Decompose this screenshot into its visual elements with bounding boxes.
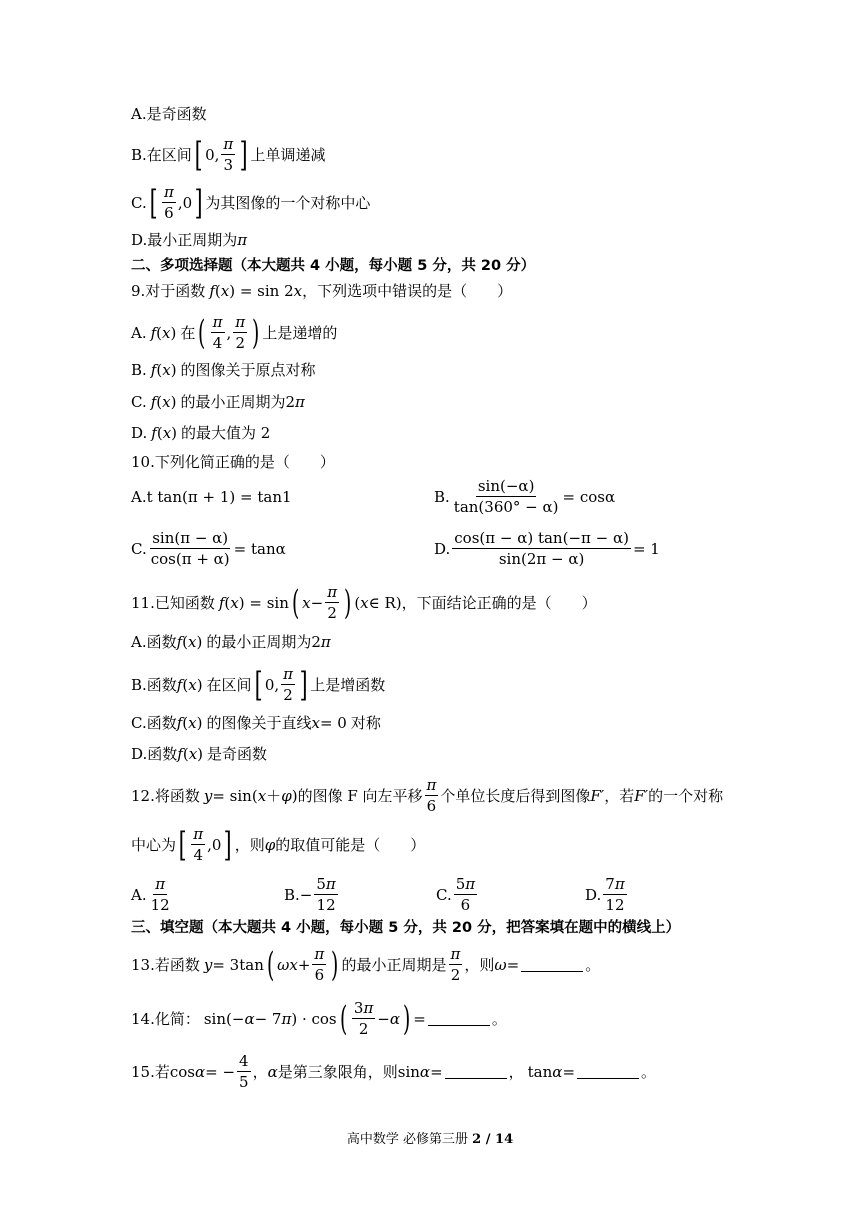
q9-stem-post: ，下列选项中错误的是（ ） bbox=[302, 282, 513, 300]
q11-a-post: 的最小正周期为 bbox=[206, 633, 312, 651]
q12-option-d: D. $\frac{7\pi}{12}$ bbox=[585, 875, 625, 914]
q11-stem-pre: 11.已知函数 bbox=[131, 593, 215, 612]
q10-b-pre: B. bbox=[434, 487, 450, 506]
q10-d-numerator: cos(π − α) tan(−π − α) bbox=[454, 529, 629, 547]
q10-d-post: = 1 bbox=[632, 539, 660, 558]
section-3-heading bbox=[131, 918, 680, 938]
q12-stem-8: 的取值可能是（ ） bbox=[275, 835, 426, 854]
q12-stem-5: 的一个对称 bbox=[648, 786, 724, 805]
q15-pre: 15.若 bbox=[131, 1062, 170, 1081]
q8-b-post: 上单调递减 bbox=[250, 145, 326, 164]
q15-tan-blank bbox=[577, 1064, 639, 1079]
q10-d-pre: D. bbox=[434, 539, 451, 558]
page-footer bbox=[0, 1128, 860, 1147]
q11-d-post: 是奇函数 bbox=[207, 745, 268, 763]
q8-option-b: B.在区间 [ 0, $\frac{\pi}{3}$ ] 上单调递减 bbox=[131, 134, 326, 175]
q15-post: 。 bbox=[641, 1062, 657, 1081]
q12-stem-1: 12.将函数 bbox=[131, 786, 200, 805]
q11-b-mid: 在区间 bbox=[206, 675, 252, 694]
footer-text: 高中数学 必修第三册 bbox=[346, 1132, 469, 1147]
q9-d-text: 的最大值为 2 bbox=[181, 424, 271, 442]
q8-option-c: C. [ $\frac{\pi}{6}$ ,0 ] 为其图像的一个对称中心 bbox=[131, 182, 371, 223]
q10-option-c bbox=[131, 528, 286, 569]
q11-stem-post: ，下面结论正确的是（ ） bbox=[401, 593, 597, 612]
q12-option-b: B. − $\frac{5\pi}{12}$ bbox=[284, 875, 336, 914]
q14-pre: 14.化简： bbox=[131, 1009, 200, 1028]
q8-option-d: D.最小正周期为 π bbox=[131, 231, 248, 249]
q11-d-pre: D.函数 bbox=[131, 745, 178, 763]
q12-d-label: D. bbox=[585, 885, 602, 904]
q11-a-pre: A.函数 bbox=[131, 633, 177, 651]
q13-answer-blank bbox=[521, 957, 583, 972]
q10-stem-text: 10.下列化简正确的是（ ） bbox=[131, 453, 335, 471]
q9-a-pre: A. bbox=[131, 323, 147, 342]
q8-a-text: A.是奇函数 bbox=[131, 105, 207, 123]
q15-mid: ， bbox=[252, 1062, 268, 1081]
q12-stem-4: ，若 bbox=[604, 786, 635, 805]
q12-stem-7: ，则 bbox=[234, 835, 265, 854]
q10-a-text: A.t tan(π + 1) = tan1 bbox=[131, 488, 292, 506]
q11-c-end: 对称 bbox=[350, 714, 381, 732]
q8-option-a bbox=[131, 104, 207, 124]
q11-option-c: C.函数 f ( x ) 的图像关于直线 x = 0 对称 bbox=[131, 714, 381, 732]
q8-b-pre: B.在区间 bbox=[131, 145, 192, 164]
q10-c-post: = tanα bbox=[233, 539, 286, 558]
q13-mid2: ，则 bbox=[464, 955, 495, 974]
q10-b-denominator: tan(360° − α) bbox=[453, 498, 559, 516]
q11-option-a: A.函数 f ( x ) 的最小正周期为 2 π bbox=[131, 633, 331, 651]
section-3-text: 三、填空题（本大题共 4 小题，每小题 5 分，共 20 分，把答案填在题中的横线上） bbox=[131, 920, 681, 936]
q11-option-b: B.函数 f ( x ) 在区间 [ 0, $\frac{\pi}{2}$ ] 上是增函数 bbox=[131, 664, 386, 705]
q8-c-pre: C. bbox=[131, 193, 147, 212]
q8-d-text: D.最小正周期为 bbox=[131, 231, 238, 249]
q10-c-denominator: cos(π + α) bbox=[150, 550, 230, 568]
q9-stem-pre: 9.对于函数 bbox=[131, 282, 206, 300]
q15-mid3: ， bbox=[508, 1062, 524, 1081]
section-2-text: 二、多项选择题（本大题共 4 小题，每小题 5 分，共 20 分） bbox=[131, 258, 536, 274]
q9-b-text: 的图像关于原点对称 bbox=[180, 361, 316, 379]
q9-option-c: C. f ( x ) 的最小正周期为 2 π bbox=[131, 393, 305, 411]
q14-post: 。 bbox=[491, 1009, 507, 1028]
q10-stem bbox=[131, 452, 335, 472]
page-number: 2 / 14 bbox=[472, 1132, 514, 1147]
q11-b-pre: B.函数 bbox=[131, 675, 177, 694]
q9-option-b: B. f ( x ) 的图像关于原点对称 bbox=[131, 361, 316, 379]
q10-c-pre: C. bbox=[131, 539, 147, 558]
q15-stem: 15.若 cos α = − $\frac{4}{5}$ ， α 是第三象限角，则 sin α = ， tan α = 。 bbox=[131, 1052, 657, 1091]
q9-option-a: A. f ( x ) 在 ( $\frac{\pi}{4}$ , $\frac{\pi}{2}$ ) 上是递增的 bbox=[131, 312, 338, 353]
q10-c-numerator: sin(π − α) bbox=[152, 529, 229, 547]
q14-stem: 14.化简： sin(− α − 7 π ) · cos ( $\frac{3\pi}{2}$ − α ) = 。 bbox=[131, 998, 507, 1039]
q9-a-mid: 在 bbox=[180, 323, 196, 342]
q11-c-pre: C.函数 bbox=[131, 714, 177, 732]
q9-c-text: 的最小正周期为 bbox=[180, 393, 286, 411]
q12-stem-line2: 中心为 [ $\frac{\pi}{4}$ ,0 ] ，则 φ 的取值可能是（ ） bbox=[131, 824, 426, 865]
q13-post: 。 bbox=[585, 955, 601, 974]
q12-b-label: B. bbox=[284, 885, 300, 904]
q9-option-d: D. f ( x ) 的最大值为 2 bbox=[131, 424, 271, 442]
q13-pre: 13.若函数 bbox=[131, 955, 200, 974]
q10-b-post: = cosα bbox=[562, 487, 616, 506]
q12-c-label: C. bbox=[436, 885, 452, 904]
q12-stem-2: 的图像 F 向左平移 bbox=[297, 786, 423, 805]
q13-stem: 13.若函数 y = 3tan ( ωx + $\frac{\pi}{6}$ ) 的最小正周期是 $\frac{\pi}{2}$ ，则 ω = 。 bbox=[131, 944, 601, 985]
q12-option-a: A. $\frac{\pi}{12}$ bbox=[131, 875, 170, 914]
q10-d-denominator: sin(2π − α) bbox=[498, 550, 585, 568]
q14-answer-blank bbox=[428, 1011, 490, 1026]
q11-c-post: 的图像关于直线 bbox=[206, 714, 312, 732]
q10-option-d bbox=[434, 528, 660, 569]
q10-b-numerator: sin(−α) bbox=[477, 477, 535, 495]
q11-stem: 11.已知函数 f ( x ) = sin ( x − $\frac{\pi}{2}$ ) ( x ∈ R) ，下面结论正确的是（ ） bbox=[131, 582, 597, 623]
q10-option-b bbox=[434, 476, 615, 517]
section-2-heading bbox=[131, 256, 535, 276]
q10-option-a bbox=[131, 487, 292, 507]
q12-stem-3: 个单位长度后得到图像 bbox=[440, 786, 591, 805]
q12-option-c: C. $\frac{5\pi}{6}$ bbox=[436, 875, 476, 914]
q15-sin-blank bbox=[445, 1064, 507, 1079]
q8-c-post: 为其图像的一个对称中心 bbox=[205, 193, 371, 212]
q11-option-d: D.函数 f ( x ) 是奇函数 bbox=[131, 745, 268, 763]
q11-b-post: 上是增函数 bbox=[310, 675, 386, 694]
q12-a-label: A. bbox=[131, 885, 147, 904]
q13-mid: 的最小正周期是 bbox=[341, 955, 447, 974]
q9-stem: 9.对于函数 f ( x ) = sin 2 x ，下列选项中错误的是（ ） bbox=[131, 282, 513, 300]
q12-stem-line1: 12.将函数 y = sin( x ＋ φ ) 的图像 F 向左平移 $\frac{\pi}{6}$ 个单位长度后得到图像 F′ ，若 F′ 的一个对称 bbox=[131, 776, 724, 815]
q12-stem-6: 中心为 bbox=[131, 835, 177, 854]
q15-mid2: 是第三象限角，则 bbox=[277, 1062, 398, 1081]
q9-a-post: 上是递增的 bbox=[262, 323, 338, 342]
